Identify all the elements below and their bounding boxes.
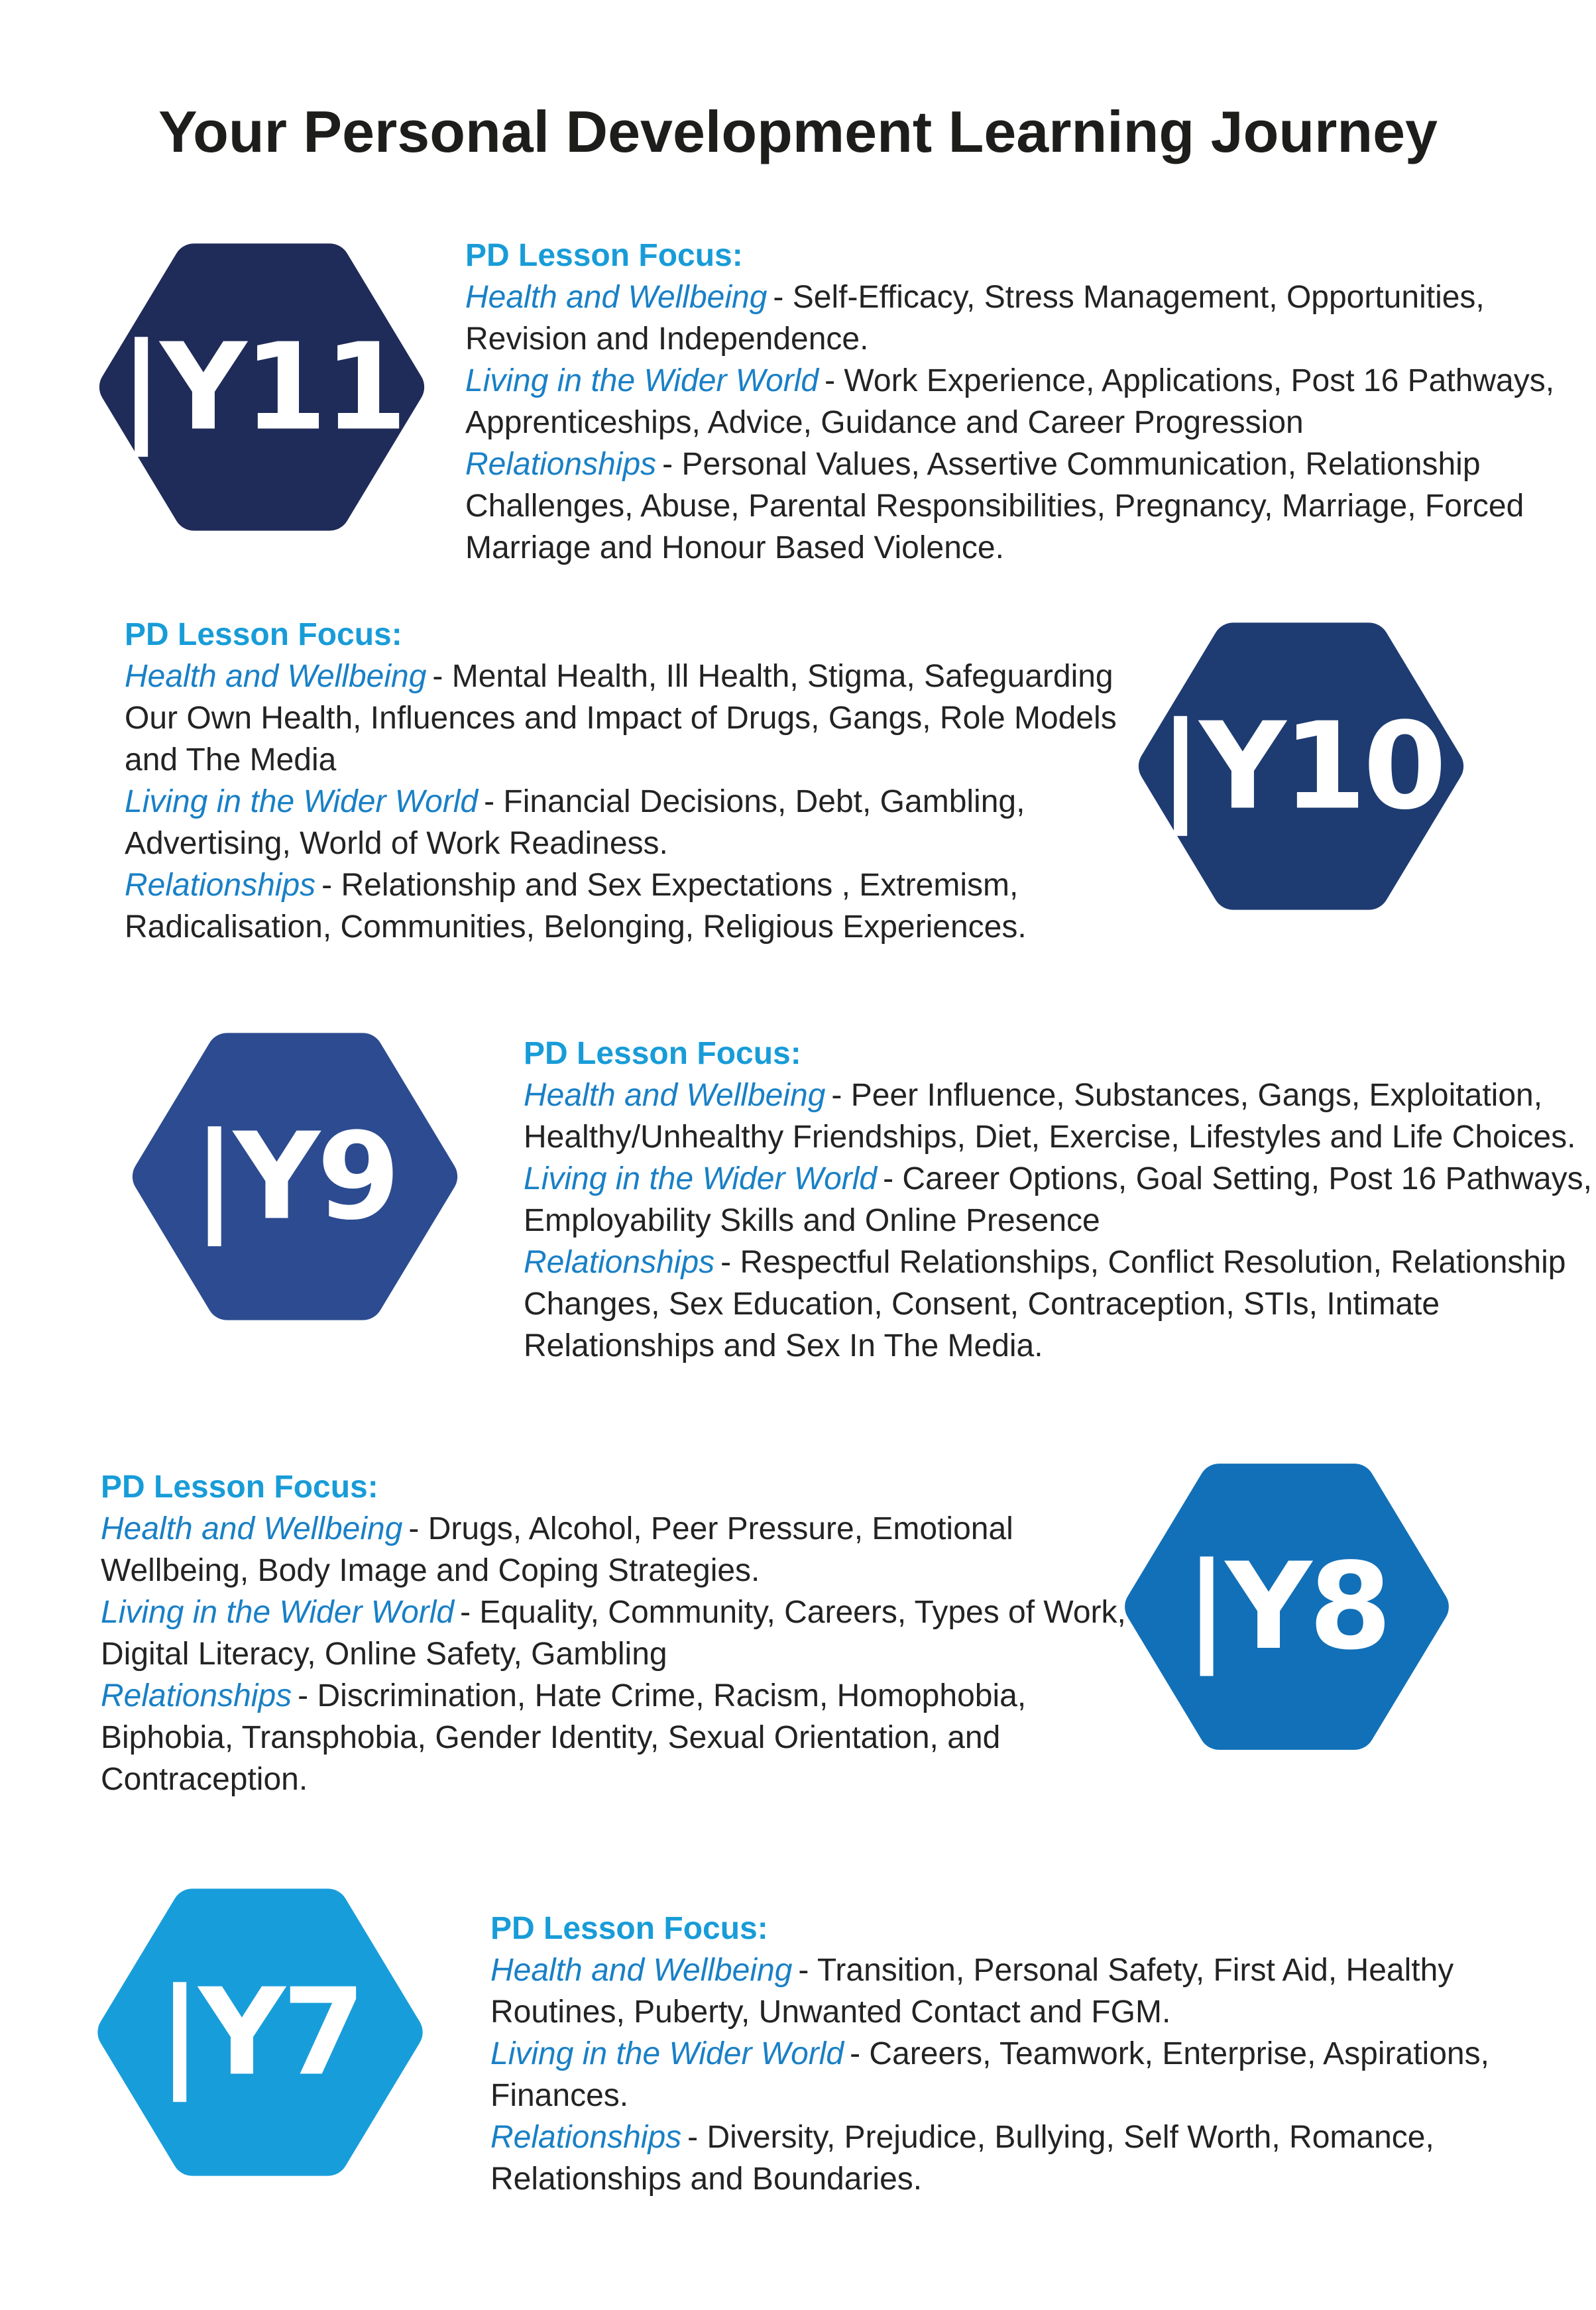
topic-description: - Respectful Relationships, Conflict Resolution, Relationship Changes, Sex Education, Consent, Contraception, STIs, Intimate Relationships and Sex In The Media.	[524, 1245, 1566, 1363]
topic-category: Relationships	[101, 1678, 292, 1713]
topic-category: Relationships	[524, 1245, 715, 1280]
y11-topic-relationships	[465, 443, 1572, 569]
y9-hexagon-badge	[127, 1019, 463, 1334]
topic-description: - Personal Values, Assertive Communication, Relationship Challenges, Abuse, Parental Responsibilities, Pregnancy, Marriage, Forced Marriage and Honour Based Violence.	[465, 447, 1524, 565]
y8-topic-living-wider-world	[101, 1591, 1135, 1675]
topic-description: - Relationship and Sex Expectations , Extremism, Radicalisation, Communities, Belonging, Religious Experiences.	[125, 868, 1027, 945]
topic-description: - Mental Health, Ill Health, Stigma, Safeguarding Our Own Health, Influences and Impact of Drugs, Gangs, Role Models and The Media	[125, 659, 1117, 778]
y7-pd-lesson-focus-heading: PD Lesson Focus:	[490, 1911, 768, 1946]
topic-category: Relationships	[490, 2120, 682, 2155]
topic-description: - Financial Decisions, Debt, Gambling, Advertising, World of Work Readiness.	[125, 784, 1025, 861]
y10-badge-label: |Y10	[1159, 696, 1444, 837]
topic-category: Living in the Wider World	[101, 1595, 455, 1630]
y7-topic-living-wider-world	[490, 2033, 1574, 2116]
y7-badge-label: |Y7	[158, 1962, 363, 2103]
topic-category: Health and Wellbeing	[465, 280, 768, 315]
topic-category: Health and Wellbeing	[125, 659, 427, 694]
topic-category: Living in the Wider World	[490, 2036, 844, 2071]
y11-badge-label: |Y11	[119, 317, 404, 457]
topic-description: - Career Options, Goal Setting, Post 16 Pathways, Employability Skills and Online Presence	[524, 1161, 1592, 1238]
topic-category: Health and Wellbeing	[490, 1953, 793, 1988]
y11-lesson-focus-block	[465, 235, 1572, 569]
page-title: Your Personal Development Learning Journey	[158, 99, 1438, 164]
y8-topic-relationships	[101, 1675, 1135, 1800]
y8-hexagon-badge	[1120, 1449, 1454, 1764]
y10-topic-health-wellbeing	[125, 656, 1149, 781]
topic-category: Living in the Wider World	[524, 1161, 878, 1196]
topic-category: Living in the Wider World	[465, 363, 819, 398]
topic-description: - Careers, Teamwork, Enterprise, Aspirations, Finances.	[490, 2036, 1489, 2113]
y7-hexagon-badge	[93, 1875, 428, 2190]
y8-badge-label: |Y8	[1184, 1537, 1389, 1676]
topic-description: - Work Experience, Applications, Post 16 Pathways, Apprenticeships, Advice, Guidance and Career Progression	[465, 363, 1555, 440]
topic-category: Health and Wellbeing	[101, 1511, 403, 1546]
topic-description: - Self-Efficacy, Stress Management, Opportunities, Revision and Independence.	[465, 280, 1485, 357]
y8-pd-lesson-focus-heading: PD Lesson Focus:	[101, 1470, 378, 1505]
y10-topic-living-wider-world	[125, 781, 1149, 864]
y11-topic-living-wider-world	[465, 360, 1572, 443]
y11-pd-lesson-focus-heading: PD Lesson Focus:	[465, 238, 743, 273]
y7-topic-health-wellbeing	[490, 1949, 1574, 2033]
y9-pd-lesson-focus-heading: PD Lesson Focus:	[524, 1036, 801, 1071]
topic-description: - Peer Influence, Substances, Gangs, Exploitation, Healthy/Unhealthy Friendships, Diet, Exercise, Lifestyles and Life Choices.	[524, 1078, 1576, 1155]
y9-badge-label: |Y9	[192, 1106, 398, 1247]
topic-description: - Transition, Personal Safety, First Aid, Healthy Routines, Puberty, Unwanted Contact and FGM.	[490, 1953, 1454, 2030]
topic-description: - Drugs, Alcohol, Peer Pressure, Emotional Wellbeing, Body Image and Coping Strategies.	[101, 1511, 1013, 1588]
topic-category: Living in the Wider World	[125, 784, 479, 819]
topic-description: - Diversity, Prejudice, Bullying, Self Worth, Romance, Relationships and Boundaries.	[490, 2120, 1434, 2197]
y10-topic-relationships	[125, 864, 1149, 948]
y10-hexagon-badge	[1133, 608, 1469, 924]
topic-description: - Equality, Community, Careers, Types of Work, Digital Literacy, Online Safety, Gambling	[101, 1595, 1126, 1672]
y11-hexagon-badge	[94, 229, 429, 545]
topic-category: Relationships	[465, 447, 657, 482]
y9-topic-health-wellbeing	[524, 1074, 1596, 1158]
topic-description: - Discrimination, Hate Crime, Racism, Homophobia, Biphobia, Transphobia, Gender Identity, Sexual Orientation, and Contraception.	[101, 1678, 1027, 1797]
y8-topic-health-wellbeing	[101, 1508, 1135, 1591]
y9-topic-relationships	[524, 1242, 1596, 1367]
y9-lesson-focus-block	[524, 1033, 1596, 1367]
y9-topic-living-wider-world	[524, 1158, 1596, 1242]
y10-pd-lesson-focus-heading: PD Lesson Focus:	[125, 617, 402, 652]
y8-lesson-focus-block	[101, 1466, 1135, 1800]
y11-topic-health-wellbeing	[465, 276, 1572, 360]
y10-lesson-focus-block	[125, 614, 1149, 948]
topic-category: Relationships	[125, 868, 316, 903]
topic-category: Health and Wellbeing	[524, 1078, 826, 1113]
y7-lesson-focus-block	[490, 1908, 1574, 2200]
y7-topic-relationships	[490, 2116, 1574, 2200]
